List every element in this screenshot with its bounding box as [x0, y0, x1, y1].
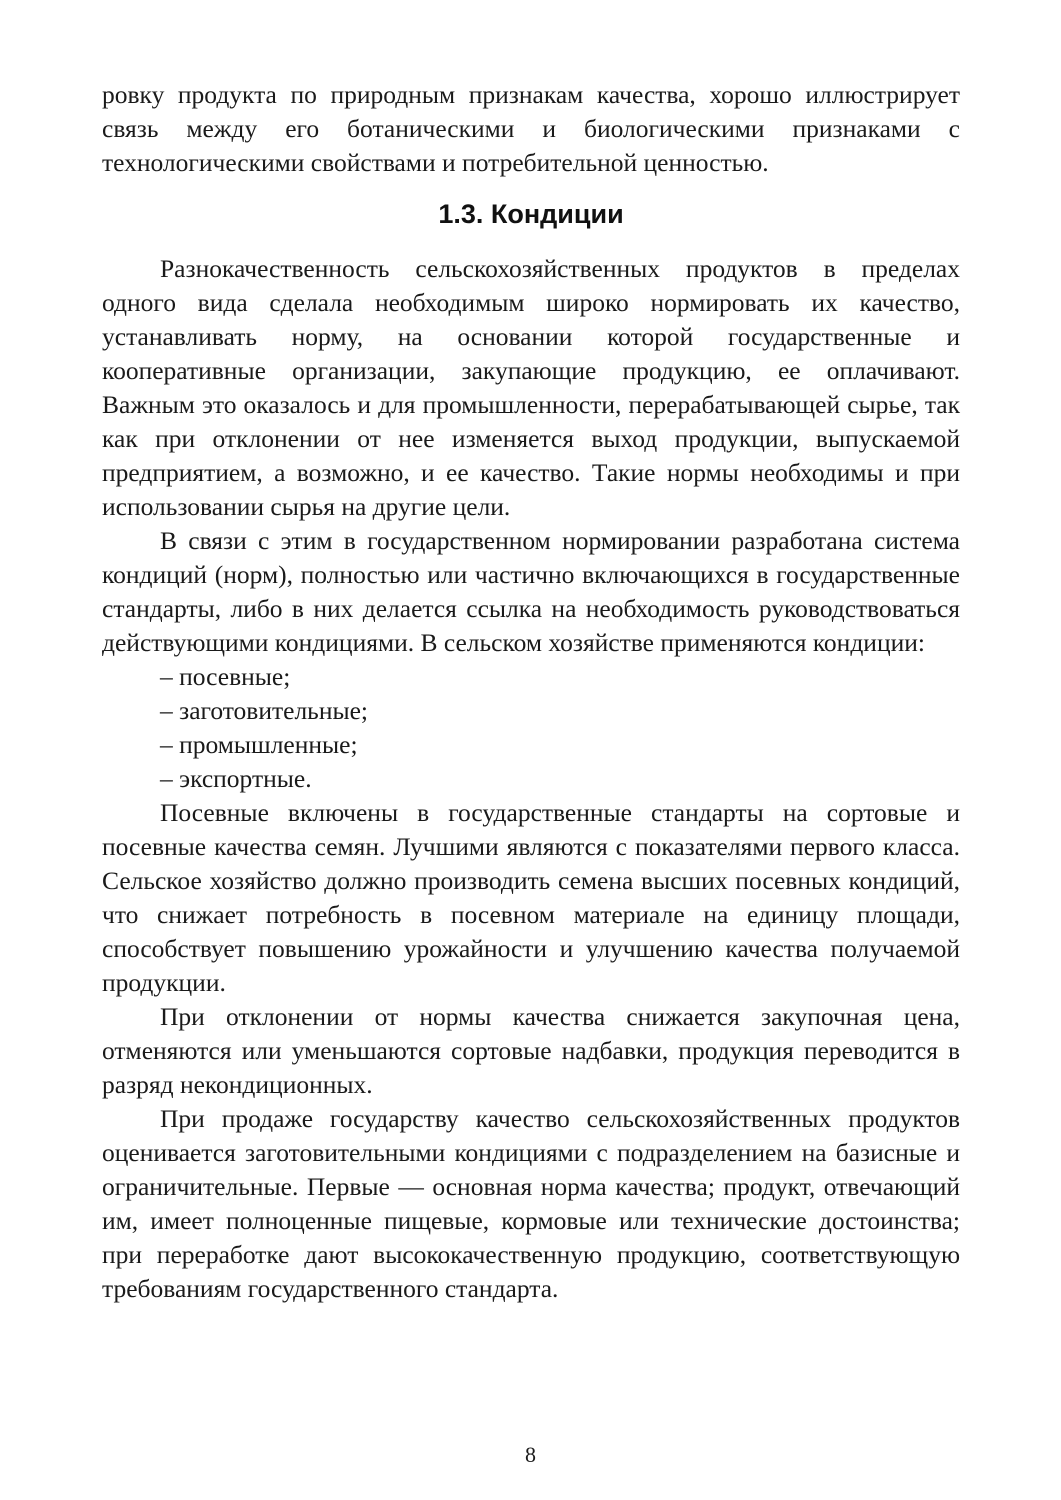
page-body — [102, 78, 960, 1306]
paragraph: Посевные включены в государственные стандарты на сортовые и посевные качества семян. Лучшими являются с показателями первого класса. Сельское хозяйство должно производить семена высших посевных кондиций, что снижает потребность в посевном материале на единицу площади, способствует повышению урожайности и улучшению качества получаемой продукции. — [102, 798, 960, 997]
paragraph: В связи с этим в государственном нормировании разработана система кондиций (норм), полностью или частично включающихся в государственные стандарты, либо в них делается ссылка на необходимость руководствоваться действующими кондициями. В сельском хозяйстве применяются кондиции: — [102, 526, 960, 657]
list-item: – промышленные; — [160, 730, 358, 759]
paragraph: При продаже государству качество сельскохозяйственных продуктов оценивается заготовительными кондициями с подразделением на базисные и ограничительные. Первые — основная норма качества; продукт, отвечающий им, имеет полноценные пищевые, кормовые или технические достоинства; при переработке дают высококачественную продукцию, соответствующую требованиям государственного стандарта. — [102, 1104, 960, 1303]
paragraph: При отклонении от нормы качества снижается закупочная цена, отменяются или уменьшаются сортовые надбавки, продукция переводится в разряд некондиционных. — [102, 1002, 960, 1099]
page-number: 8 — [525, 1442, 536, 1467]
list-item: – заготовительные; — [160, 696, 368, 725]
list-item: – посевные; — [160, 662, 291, 691]
intro-paragraph: ровку продукта по природным признакам качества, хорошо иллюстрирует связь между его ботаническими и биологическими признаками с технологическими свойствами и потребительной ценностью. — [102, 80, 960, 177]
paragraph: Разнокачественность сельскохозяйственных продуктов в пределах одного вида сделала необходимым широко нормировать их качество, устанавливать норму, на основании которой государственные и кооперативные организации, закупающие продукцию, ее оплачивают. Важным это оказалось и для промышленности, перерабатывающей сырье, так как при отклонении от нее изменяется выход продукции, выпускаемой предприятием, а возможно, и ее качество. Такие нормы необходимы и при использовании сырья на другие цели. — [102, 254, 960, 521]
section-heading: 1.3. Кондиции — [438, 199, 624, 229]
conditions-list — [102, 660, 960, 796]
list-item: – экспортные. — [160, 764, 312, 793]
